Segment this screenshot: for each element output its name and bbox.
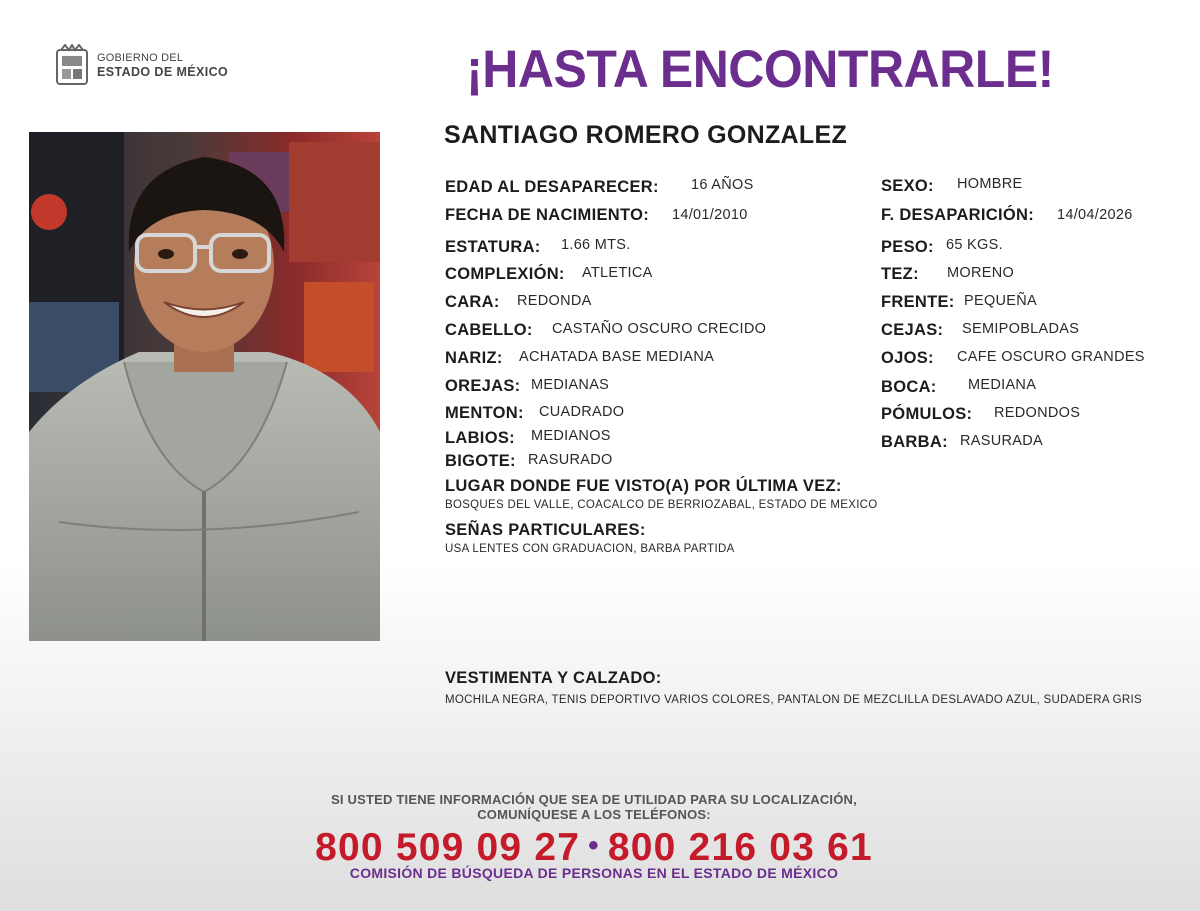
field-value-hair: CASTAÑO OSCURO CRECIDO (552, 321, 767, 337)
field-value-lips: MEDIANOS (531, 428, 611, 444)
field-label-mouth: BOCA: (881, 378, 937, 396)
field-value-mustache: RASURADO (528, 452, 613, 468)
logo-line-2: ESTADO DE MÉXICO (97, 65, 229, 79)
field-value-nose: ACHATADA BASE MEDIANA (519, 349, 715, 365)
field-label-forehead: FRENTE: (881, 293, 955, 311)
field-label-age: EDAD AL DESAPARECER: (445, 178, 659, 196)
distinctive-marks-title: SEÑAS PARTICULARES: (445, 521, 646, 539)
clothing-title: VESTIMENTA Y CALZADO: (445, 669, 662, 687)
field-value-eyebrows: SEMIPOBLADAS (962, 321, 1080, 337)
field-label-nose: NARIZ: (445, 349, 503, 367)
phone-separator: • (588, 829, 600, 862)
field-value-birthdate: 14/01/2010 (672, 207, 748, 223)
commission-name: COMISIÓN DE BÚSQUEDA DE PERSONAS EN EL ESTADO DE MÉXICO (349, 865, 839, 881)
field-value-height: 1.66 MTS. (561, 237, 631, 253)
field-value-chin: CUADRADO (539, 404, 625, 420)
last-seen-value: BOSQUES DEL VALLE, COACALCO DE BERRIOZABAL, ESTADO DE MEXICO (445, 499, 878, 511)
info-line-2: COMUNÍQUESE A LOS TELÉFONOS: (477, 807, 711, 822)
person-photo (29, 132, 380, 641)
field-value-build: ATLETICA (582, 265, 653, 281)
distinctive-marks-value: USA LENTES CON GRADUACION, BARBA PARTIDA (445, 543, 735, 555)
field-value-age: 16 AÑOS (691, 177, 754, 193)
last-seen-title: LUGAR DONDE FUE VISTO(A) POR ÚLTIMA VEZ: (445, 477, 842, 495)
field-value-eyes: CAFE OSCURO GRANDES (957, 349, 1145, 365)
field-label-sex: SEXO: (881, 177, 934, 195)
field-value-ears: MEDIANAS (531, 377, 610, 393)
person-name: SANTIAGO ROMERO GONZALEZ (444, 121, 848, 149)
field-value-sex: HOMBRE (957, 176, 1023, 192)
field-value-cheekbones: REDONDOS (994, 405, 1081, 421)
field-label-disappearance-date: F. DESAPARICIÓN: (881, 206, 1035, 224)
field-label-height: ESTATURA: (445, 238, 541, 256)
field-value-beard: RASURADA (960, 433, 1043, 449)
field-label-eyebrows: CEJAS: (881, 321, 944, 339)
field-value-face: REDONDA (517, 293, 592, 309)
field-label-mustache: BIGOTE: (445, 452, 516, 470)
clothing-value: MOCHILA NEGRA, TENIS DEPORTIVO VARIOS COLORES, PANTALON DE MEZCLILLA DESLAVADO AZUL, SUDADERA GRIS (445, 694, 1142, 706)
field-value-complexion: MORENO (947, 265, 1015, 281)
field-label-hair: CABELLO: (445, 321, 533, 339)
field-label-ears: OREJAS: (445, 377, 521, 395)
field-value-forehead: PEQUEÑA (964, 293, 1038, 309)
logo-line-1: GOBIERNO DEL (97, 52, 184, 64)
state-seal-icon (55, 44, 89, 86)
info-line-1: SI USTED TIENE INFORMACIÓN QUE SEA DE UTILIDAD PARA SU LOCALIZACIÓN, (331, 792, 857, 807)
field-label-build: COMPLEXIÓN: (445, 265, 565, 283)
field-value-mouth: MEDIANA (968, 377, 1037, 393)
government-logo (55, 44, 228, 86)
field-label-chin: MENTON: (445, 404, 524, 422)
field-label-weight: PESO: (881, 238, 934, 256)
phone-number-1[interactable]: 800 509 09 27 (315, 826, 581, 869)
field-label-birthdate: FECHA DE NACIMIENTO: (445, 206, 649, 224)
field-value-weight: 65 KGS. (946, 237, 1003, 253)
field-label-face: CARA: (445, 293, 500, 311)
field-value-disappearance-date: 14/04/2026 (1057, 207, 1133, 223)
phone-numbers (0, 826, 1188, 870)
field-label-eyes: OJOS: (881, 349, 934, 367)
field-label-beard: BARBA: (881, 433, 948, 451)
phone-number-2[interactable]: 800 216 03 61 (607, 826, 873, 869)
headline: ¡HASTA ENCONTRARLE! (466, 39, 1054, 99)
field-label-complexion: TEZ: (881, 265, 919, 283)
field-label-cheekbones: PÓMULOS: (881, 405, 973, 423)
field-label-lips: LABIOS: (445, 429, 515, 447)
